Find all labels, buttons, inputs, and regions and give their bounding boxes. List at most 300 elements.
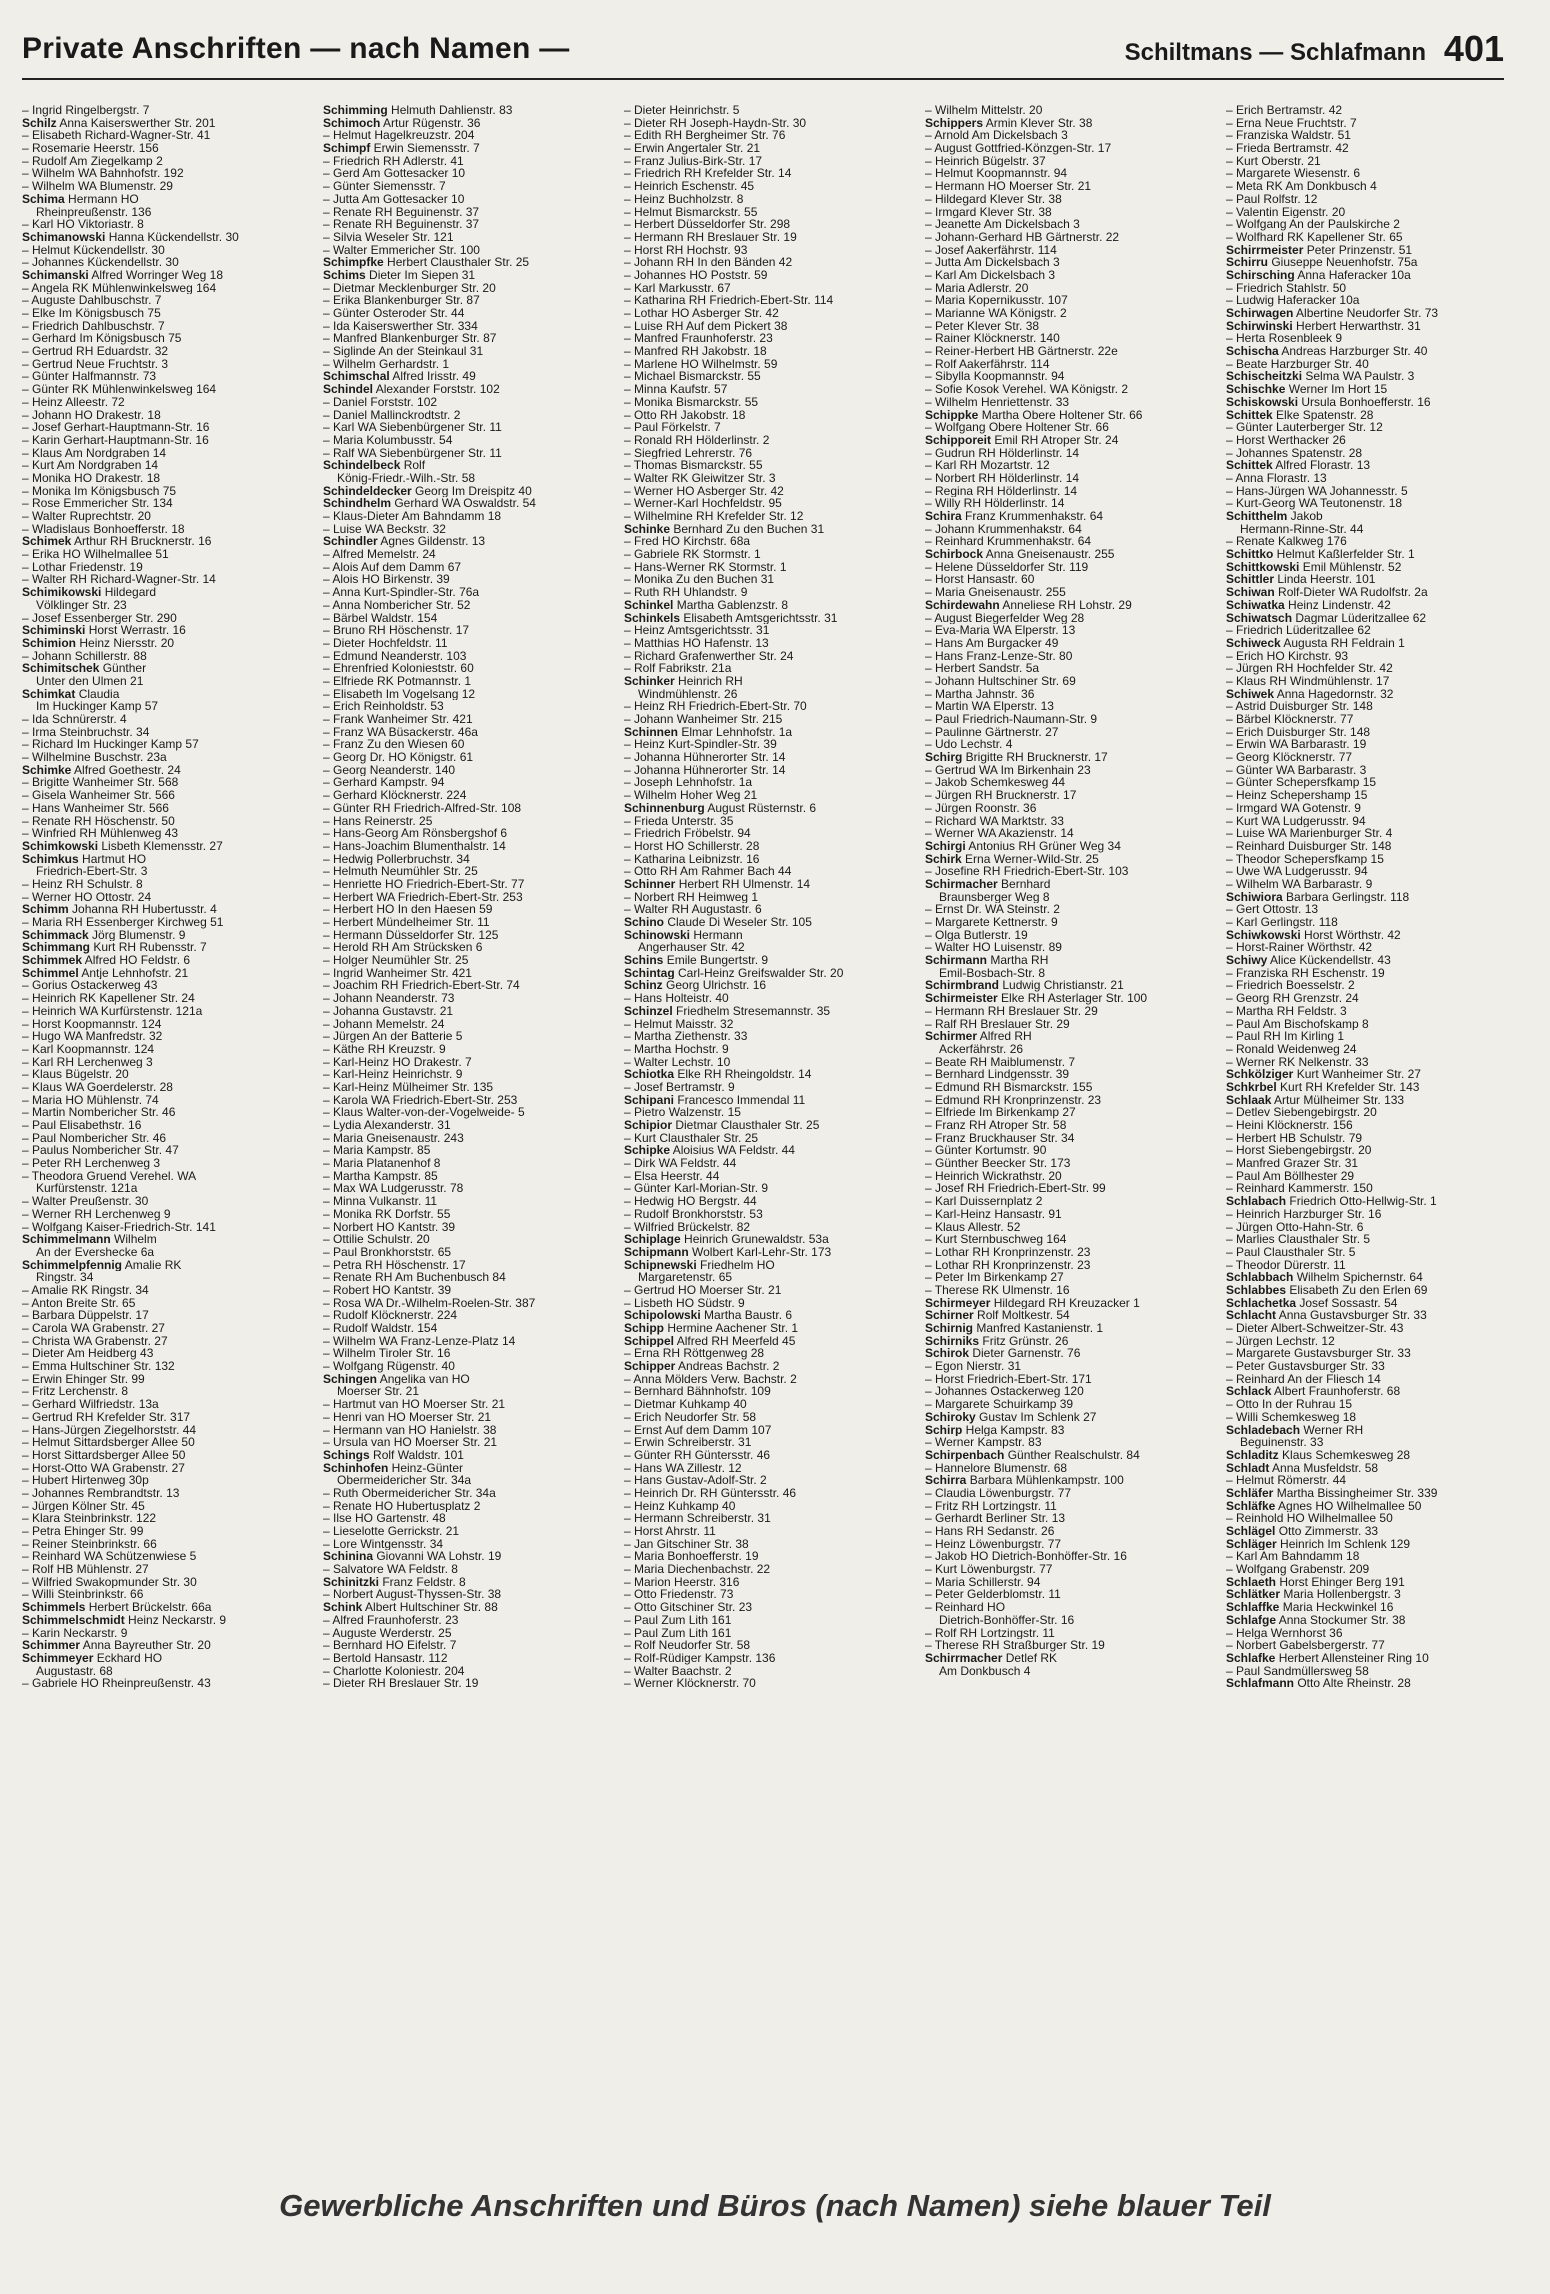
entry-text: – Irmgard WA Gotenstr. 9 (1226, 801, 1361, 815)
listing-entry (925, 218, 1217, 231)
listing-entry (22, 396, 314, 409)
listing-entry (1226, 1030, 1518, 1043)
entry-text: – Rudolf Bronkhorststr. 53 (624, 1207, 763, 1221)
entry-text: – Jürgen Otto-Hahn-Str. 6 (1226, 1220, 1364, 1234)
listing-entry (925, 1322, 1217, 1335)
entry-text: – Karin Gerhart-Hauptmann-Str. 16 (22, 433, 209, 447)
surname: Schippers (925, 116, 984, 130)
listing-entry (1226, 307, 1518, 320)
entry-text: Martha Bissingheimer Str. 339 (1273, 1486, 1438, 1500)
entry-text: Im Huckinger Kamp 57 (36, 700, 159, 713)
entry-text: – Maria Platanenhof 8 (323, 1157, 441, 1170)
entry-text: – Theodor Schepersfkamp 15 (1226, 852, 1384, 866)
surname: Schimmel (22, 966, 79, 980)
entry-text: – Horst RH Hochstr. 93 (624, 243, 748, 257)
entry-text: – Friedrich Boesselstr. 2 (1226, 979, 1355, 993)
entry-text: – Franz Zu den Wiesen 60 (323, 738, 465, 752)
listing-entry (323, 1347, 615, 1360)
entry-text: – Horst Siebengebirgstr. 20 (1226, 1144, 1372, 1158)
listing-entry (624, 1018, 916, 1031)
listing-entry (1226, 1068, 1518, 1081)
listing-entry (323, 1195, 615, 1208)
listing-entry (624, 954, 916, 967)
listing-entry (323, 1550, 615, 1563)
entry-text: – Johanna Hühnerorter Str. 14 (624, 751, 786, 764)
entry-text: – Walter RK Gleiwitzer Str. 3 (624, 471, 776, 485)
listing-entry (624, 1563, 916, 1576)
listing-entry (925, 1550, 1217, 1563)
listing-entry (323, 1094, 615, 1107)
entry-text: – Erich Bertramstr. 42 (1226, 104, 1343, 117)
entry-text: – Horst-Otto WA Grabenstr. 27 (22, 1461, 185, 1475)
listing-entry (323, 662, 615, 675)
surname: Schimkus (22, 852, 79, 866)
entry-text: – Maria Diechenbachstr. 22 (624, 1563, 771, 1576)
entry-text: – Lydia Alexanderstr. 31 (323, 1119, 451, 1132)
entry-text: – Beate Harzburger Str. 40 (1226, 357, 1369, 371)
entry-text: – Paul Rolfstr. 12 (1226, 192, 1318, 206)
listing-entry (22, 1005, 314, 1018)
entry-text: – Martha RH Feldstr. 3 (1226, 1004, 1347, 1018)
entry-text: Arthur RH Brucknerstr. 16 (71, 535, 212, 549)
entry-text: Heinz Neckarstr. 9 (124, 1613, 227, 1627)
listing-entry (323, 1221, 615, 1234)
listing-entry (323, 447, 615, 460)
footer-note: Gewerbliche Anschriften und Büros (nach Namen) siehe blauer Teil (279, 2188, 1271, 2223)
entry-text: – Sibylla Koopmannstr. 94 (925, 370, 1065, 384)
listing-entry (925, 1614, 1217, 1627)
entry-text: – Monika RK Dorfstr. 55 (323, 1207, 451, 1221)
surname: Schirmeister (925, 992, 998, 1005)
entry-text: – Rosa WA Dr.-Wilhelm-Roelen-Str. 387 (323, 1296, 536, 1310)
entry-text: – Karl-Heinz HO Drakestr. 7 (323, 1055, 472, 1069)
listing-entry (323, 1170, 615, 1183)
entry-text: – Rolf Fabrikstr. 21a (624, 662, 732, 675)
entry-text: – Paul Friedrich-Naumann-Str. 9 (925, 713, 1098, 726)
entry-text: – Walter Ruprechtstr. 20 (22, 510, 151, 523)
entry-text: – Heinz Buchholzstr. 8 (624, 192, 744, 206)
surname: Schino (624, 916, 665, 929)
listing-entry (22, 1385, 314, 1398)
listing-entry (323, 332, 615, 345)
listing-entry (22, 1081, 314, 1094)
entry-text: – Hermann HO Moerser Str. 21 (925, 180, 1092, 193)
listing-entry (624, 700, 916, 713)
entry-text: Maria Hollenbergstr. 3 (1280, 1588, 1401, 1602)
entry-text: – Helene Düsseldorfer Str. 119 (925, 560, 1089, 574)
listing-entry (323, 218, 615, 231)
listing-entry (1226, 1144, 1518, 1157)
listing-entry (323, 1652, 615, 1665)
entry-text: – Johannes Rembrandtstr. 13 (22, 1486, 180, 1500)
surname: Schinkels (624, 611, 681, 625)
entry-text: – Erwin Schreiberstr. 31 (624, 1436, 752, 1449)
listing-entry (323, 1297, 615, 1310)
entry-text: – Erna RH Röttgenweg 28 (624, 1347, 765, 1361)
entry-text: – Norbert RH Heimweg 1 (624, 890, 759, 904)
listing-entry (925, 1106, 1217, 1119)
entry-text: – Bernhard HO Eifelstr. 7 (323, 1639, 457, 1652)
entry-text: Josef Sossastr. 54 (1296, 1296, 1398, 1310)
listing-entry (22, 1449, 314, 1462)
listing-entry (624, 1462, 916, 1475)
entry-text: – Peter Gustavsburger Str. 33 (1226, 1360, 1385, 1373)
listing-entry (1226, 535, 1518, 548)
surname: Schladebach (1226, 1423, 1301, 1437)
entry-text: – Klaus Am Nordgraben 14 (22, 446, 167, 460)
entry-text: – Günther Beecker Str. 173 (925, 1157, 1071, 1170)
entry-text: Obermeidericher Str. 34a (337, 1474, 472, 1487)
entry-text: – Ehrenfried Kolonieststr. 60 (323, 662, 474, 675)
listing-entry (323, 561, 615, 574)
listing-entry (624, 650, 916, 663)
listing-entry (22, 1119, 314, 1132)
entry-text: – Lieselotte Gerrickstr. 21 (323, 1525, 460, 1538)
listing-entry (624, 979, 916, 992)
listing-entry (624, 916, 916, 929)
surname: Schipani (624, 1093, 675, 1107)
listing-entry (624, 129, 916, 142)
listing-entry (323, 256, 615, 269)
entry-text: – Jan Gitschiner Str. 38 (624, 1537, 749, 1551)
listing-entry (925, 1563, 1217, 1576)
listing-entry (1226, 320, 1518, 333)
entry-text: – Franz RH Atroper Str. 58 (925, 1119, 1067, 1132)
surname: Schimion (22, 636, 77, 650)
surname: Schlabbach (1226, 1271, 1294, 1284)
entry-text: Barbara Gerlingstr. 118 (1282, 890, 1410, 904)
listing-entry (1226, 1081, 1518, 1094)
listing-entry (624, 675, 916, 688)
surname: Schlafke (1226, 1651, 1276, 1665)
listing-entry (323, 396, 615, 409)
entry-text: – Georg RH Grenzstr. 24 (1226, 992, 1359, 1005)
entry-text: – Paulus Nombericher Str. 47 (22, 1144, 179, 1158)
listing-entry (1226, 332, 1518, 345)
entry-text: Anna Gustavsburger Str. 33 (1276, 1309, 1427, 1322)
entry-text: – Josef Gerhart-Hauptmann-Str. 16 (22, 421, 210, 434)
listing-entry (323, 129, 615, 142)
listing-entry (22, 421, 314, 434)
entry-text: – Klaus WA Goerdelerstr. 28 (22, 1080, 173, 1094)
name-range: Schiltmans — Schlafmann (1124, 39, 1426, 66)
entry-text: – Werner Kampstr. 83 (925, 1436, 1042, 1449)
surname: Schirrmeister (1226, 243, 1304, 257)
listing-entry (624, 155, 916, 168)
listing-entry (624, 1297, 916, 1310)
listing-entry (323, 624, 615, 637)
entry-text: Wilhelm (110, 1233, 157, 1246)
listing-entry (22, 193, 314, 206)
surname: Schlabach (1226, 1195, 1287, 1208)
listing-entry (624, 992, 916, 1005)
entry-text: Fritz Grünstr. 26 (979, 1334, 1069, 1348)
listing-entry (323, 726, 615, 739)
listing-entry (925, 726, 1217, 739)
listing-entry (22, 155, 314, 168)
entry-text: Hermann-Rinne-Str. 44 (1240, 522, 1364, 536)
entry-text: – Bärbel Waldstr. 154 (323, 611, 438, 625)
surname: Schkölziger (1226, 1068, 1294, 1081)
listing-entry (624, 1500, 916, 1513)
entry-text: Herbert Brückelstr. 66a (85, 1601, 212, 1614)
entry-text: Brigitte RH Brucknerstr. 17 (962, 751, 1108, 764)
entry-text: Rolf Waldstr. 101 (369, 1448, 464, 1462)
entry-text: Helga Kampstr. 83 (962, 1423, 1065, 1437)
listing-entry (624, 1360, 916, 1373)
listing-entry (925, 320, 1217, 333)
listing-entry (1226, 1271, 1518, 1284)
entry-text: – Johann Wanheimer Str. 215 (624, 713, 783, 726)
entry-text: – Theodor Dürerstr. 11 (1226, 1258, 1346, 1272)
entry-text: Angelika van HO (377, 1372, 470, 1386)
entry-text: – Marlies Clausthaler Str. 5 (1226, 1233, 1371, 1246)
entry-text: – Herbert Mündelheimer Str. 11 (323, 916, 490, 929)
surname: Schladitz (1226, 1448, 1279, 1462)
entry-text: – Frieda Bertramstr. 42 (1226, 142, 1349, 155)
entry-text: – Günter RH Güntersstr. 46 (624, 1448, 771, 1462)
entry-text: Elke RH Rheingoldstr. 14 (674, 1068, 812, 1081)
listing-entry (22, 472, 314, 485)
listing-entry (1226, 370, 1518, 383)
listing-entry (22, 1018, 314, 1031)
entry-text: – Günter Kortumstr. 90 (925, 1144, 1047, 1158)
entry-text: – Anna Kurt-Spindler-Str. 76a (323, 586, 480, 599)
listing-entry (624, 1373, 916, 1386)
listing-entry (1226, 1588, 1518, 1601)
listing-entry (624, 1474, 916, 1487)
surname: Schlafmann (1226, 1677, 1295, 1690)
listing-entry (624, 1309, 916, 1322)
listing-entry (624, 485, 916, 498)
listing-entry (323, 193, 615, 206)
entry-text: – Theodora Gruend Verehel. WA (22, 1169, 197, 1183)
entry-text: – Heinrich Dr. RH Güntersstr. 46 (624, 1486, 797, 1500)
listing-entry (624, 1132, 916, 1145)
entry-text: – Ronald RH Hölderlinstr. 2 (624, 433, 770, 447)
entry-text: Barbara Mühlenkampstr. 100 (966, 1474, 1124, 1487)
entry-text: – Luise WA Beckstr. 32 (323, 522, 446, 536)
entry-text: – Georg Neanderstr. 140 (323, 763, 456, 777)
entry-text: – Anna Nombericher Str. 52 (323, 598, 471, 612)
entry-text: – Henri van HO Moerser Str. 21 (323, 1410, 492, 1424)
listing-entry (925, 1157, 1217, 1170)
listing-entry (1226, 599, 1518, 612)
entry-text: Elmar Lehnhofstr. 1a (678, 725, 793, 739)
listing-entry (323, 497, 615, 510)
listing-entry (624, 573, 916, 586)
listing-entry (1226, 155, 1518, 168)
entry-text: Manfred Kastanienstr. 1 (973, 1322, 1104, 1335)
entry-text: Martha Baustr. 6 (700, 1309, 793, 1322)
entry-text: – Dieter RH Joseph-Haydn-Str. 30 (624, 116, 807, 130)
entry-text: – Richard WA Marktstr. 33 (925, 814, 1064, 828)
surname: Schittek (1226, 408, 1273, 422)
listing-entry (624, 1335, 916, 1348)
listing-entry (1226, 129, 1518, 142)
entry-text: Anna Gneisenaustr. 255 (983, 548, 1115, 561)
surname: Schirp (925, 1423, 963, 1437)
listing-entry (624, 586, 916, 599)
entry-text: Otto Alte Rheinstr. 28 (1294, 1677, 1411, 1690)
entry-text: – Henriette HO Friedrich-Ebert-Str. 77 (323, 877, 525, 891)
entry-text: Werner Im Hort 15 (1285, 383, 1388, 396)
entry-text: Dagmar Lüderitzallee 62 (1292, 611, 1427, 625)
entry-text: – Johannes Spatenstr. 28 (1226, 446, 1363, 460)
listing-entry (323, 485, 615, 498)
listing-entry (624, 409, 916, 422)
listing-entry (22, 1576, 314, 1589)
entry-text: – Reinhard WA Schützenwiese 5 (22, 1550, 197, 1564)
entry-text: – Wolfgang An der Paulskirche 2 (1226, 218, 1400, 231)
listing-entry (1226, 1652, 1518, 1665)
listing-entry (1226, 586, 1518, 599)
surname: Schindhelm (323, 497, 392, 510)
entry-text: – Emma Hultschiner Str. 132 (22, 1360, 175, 1373)
listing-entry (323, 535, 615, 548)
entry-text: – Helmut Koopmannstr. 94 (925, 167, 1068, 181)
listing-entry (22, 523, 314, 536)
listing-entry (1226, 1208, 1518, 1221)
entry-text: – Rolf-Rüdiger Kampstr. 136 (624, 1651, 776, 1665)
entry-text: August Rüsternstr. 6 (704, 801, 817, 815)
entry-text: – Maria RH Essenberger Kirchweg 51 (22, 916, 224, 929)
surname: Schlack (1226, 1385, 1272, 1399)
entry-text: Alfred Worringer Weg 18 (88, 268, 223, 282)
listing-entry (624, 1030, 916, 1043)
listing-entry (323, 865, 615, 878)
listing-entry (624, 497, 916, 510)
entry-text: Francesco Immendal 11 (674, 1093, 806, 1107)
listing-entry (1226, 231, 1518, 244)
entry-text: Hermann (690, 928, 743, 942)
surname: Schippel (624, 1334, 675, 1348)
listing-entry (323, 840, 615, 853)
listing-entry (925, 1208, 1217, 1221)
entry-text: – Frieda Unterstr. 35 (624, 814, 734, 828)
entry-text: – Karl RH Lerchenweg 3 (22, 1055, 153, 1069)
entry-text: – Martha Kampstr. 85 (323, 1169, 438, 1183)
entry-text: – Otto Gitschiner Str. 23 (624, 1601, 753, 1614)
entry-text: – Eva-Maria WA Elperstr. 13 (925, 624, 1076, 637)
listing-entry (323, 523, 615, 536)
listing-entry (624, 1665, 916, 1678)
listing-entry (925, 675, 1217, 688)
entry-text: – Reinhard Duisburger Str. 148 (1226, 839, 1392, 853)
listing-entry (323, 206, 615, 219)
listing-entry (624, 117, 916, 130)
surname: Schimm (22, 903, 69, 916)
listing-entry (624, 802, 916, 815)
listing-entry (624, 1271, 916, 1284)
listing-entry (925, 1525, 1217, 1538)
listing-entry (1226, 1297, 1518, 1310)
surname: Schkrbel (1226, 1080, 1277, 1094)
listing-entry (624, 1081, 916, 1094)
listing-entry (323, 1627, 615, 1640)
listing-entry (925, 294, 1217, 307)
listing-entry (1226, 409, 1518, 422)
listing-entry (1226, 776, 1518, 789)
entry-text: – Daniel Forststr. 102 (323, 395, 438, 409)
entry-text: – Jakob Schemkesweg 44 (925, 776, 1066, 790)
entry-text: Heinz Niersstr. 20 (76, 636, 175, 650)
entry-text: – Franziska Waldstr. 51 (1226, 129, 1351, 143)
entry-text: – Günter Siemensstr. 7 (323, 180, 446, 193)
listing-entry (925, 459, 1217, 472)
listing-entry (22, 1132, 314, 1145)
listing-entry (925, 129, 1217, 142)
entry-text: – Klaus Allestr. 52 (925, 1220, 1021, 1234)
listing-entry (22, 1500, 314, 1513)
entry-text: – Paul RH Im Kirling 1 (1226, 1030, 1345, 1043)
entry-text: – Werner RH Lerchenweg 9 (22, 1207, 171, 1221)
entry-text: – Amalie RK Ringstr. 34 (22, 1283, 149, 1297)
entry-text: Horst Werrastr. 16 (85, 624, 186, 637)
listing-entry (1226, 827, 1518, 840)
entry-text: – Katharina Leibnizstr. 16 (624, 852, 760, 866)
listing-entry (925, 1436, 1217, 1449)
surname: Schimmek (22, 954, 83, 967)
listing-entry (22, 1474, 314, 1487)
listing-entry (22, 1601, 314, 1614)
listing-entry (22, 992, 314, 1005)
listing-column (925, 104, 1217, 2154)
entry-text: – Maria Kopernikusstr. 107 (925, 294, 1068, 307)
listing-entry (323, 713, 615, 726)
entry-text: – Friedrich Fröbelstr. 94 (624, 827, 751, 840)
surname: Schinnen (624, 725, 679, 739)
entry-text: Emile Bungertstr. 9 (663, 954, 769, 967)
entry-text: – Renate HO Hubertusplatz 2 (323, 1499, 481, 1513)
listing-entry (323, 979, 615, 992)
listing-entry (925, 104, 1217, 117)
listing-entry (1226, 1233, 1518, 1246)
entry-text: Angerhauser Str. 42 (638, 941, 745, 955)
entry-text: – Siegfried Lehrerstr. 76 (624, 446, 753, 460)
entry-text: – Reinhard Krummenhakstr. 64 (925, 535, 1092, 549)
listing-entry (925, 979, 1217, 992)
listing-entry (1226, 459, 1518, 472)
entry-text: – Werner Klöcknerstr. 70 (624, 1677, 756, 1690)
entry-text: – Valentin Eigenstr. 20 (1226, 205, 1346, 219)
listing-entry (323, 1639, 615, 1652)
listing-entry (624, 1119, 916, 1132)
entry-text: – Walter Lechstr. 10 (624, 1055, 731, 1069)
listing-entry (22, 1246, 314, 1259)
entry-text: Hildegard (101, 586, 157, 599)
entry-text: – Sofie Kosok Verehel. WA Königstr. 2 (925, 383, 1129, 396)
entry-text: – Lothar Friedenstr. 19 (22, 560, 143, 574)
entry-text: – Peter Im Birkenkamp 27 (925, 1271, 1064, 1284)
entry-text: – Reiner Steinbrinkstr. 66 (22, 1537, 157, 1551)
listing-entry (925, 738, 1217, 751)
listing-entry (323, 827, 615, 840)
entry-text: – Gabriele HO Rheinpreußenstr. 43 (22, 1677, 211, 1690)
entry-text: – Alfred Memelstr. 24 (323, 548, 436, 561)
surname: Schipior (624, 1119, 673, 1132)
listing-entry (22, 1639, 314, 1652)
entry-text: – Walter RH Richard-Wagner-Str. 14 (22, 573, 216, 587)
listing-entry (624, 776, 916, 789)
entry-text: – Peter Gelderblomstr. 11 (925, 1588, 1061, 1602)
listing-entry (624, 218, 916, 231)
listing-entry (925, 1639, 1217, 1652)
listing-entry (1226, 1284, 1518, 1297)
entry-text: – Rudolf Am Ziegelkamp 2 (22, 154, 163, 168)
listing-entry (624, 637, 916, 650)
listing-entry (323, 1081, 615, 1094)
